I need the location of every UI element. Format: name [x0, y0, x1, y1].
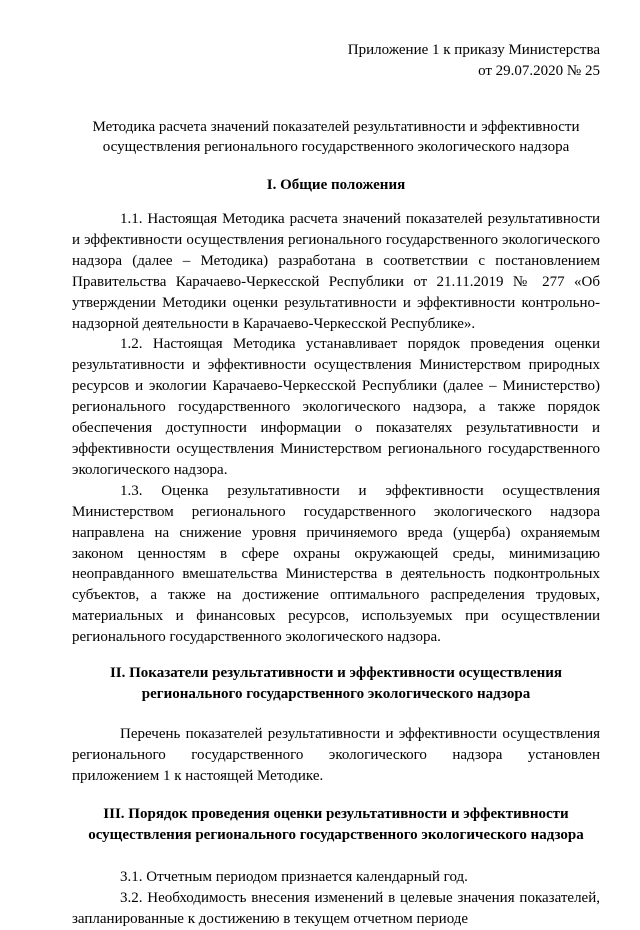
section-2-heading — [72, 663, 600, 705]
section-2-heading-line-2: регионального государственного экологического надзора — [141, 686, 531, 703]
document-title-line-1: Методика расчета значений показателей результативности и эффективности — [92, 119, 580, 135]
appendix-line-2: от 29.07.2020 № 25 — [478, 63, 600, 79]
section-3-heading — [72, 804, 600, 846]
paragraph-1-1: 1.1. Настоящая Методика расчета значений показателей результативности и эффективности осуществления регионального государственного экологического надзора (далее – Методика) разработана в соответствии с постановлением Правительства Карачаево-Черкесской Республики от 21.11.2019 № 277 «Об утверждении Методики оценки результативности и эффективности контрольно-надзорной деятельности в Карачаево-Черкесской Республике». — [72, 211, 600, 332]
document-title — [72, 117, 600, 157]
paragraph-1-2: 1.2. Настоящая Методика устанавливает порядок проведения оценки результативности и эффективности осуществления Министерством природных ресурсов и экологии Карачаево-Черкесской Республики (далее – Министерство) регионального государственного экологического надзора, а также порядок обеспечения доступности информации о показателях результативности и эффективности осуществления Министерством регионального государственного экологического надзора. — [72, 336, 600, 478]
appendix-line-1: Приложение 1 к приказу Министерства — [347, 42, 600, 58]
document-title-line-2: осуществления регионального государственного экологического надзора — [102, 139, 570, 155]
paragraph-2: Перечень показателей результативности и эффективности осуществления регионального государственного экологического надзора установлен приложением 1 к настоящей Методике. — [72, 726, 600, 784]
paragraph-3-1: 3.1. Отчетным периодом признается календарный год. — [120, 868, 468, 885]
section-2-heading-line-1: II. Показатели результативности и эффективности осуществления — [109, 665, 563, 682]
appendix-reference — [72, 40, 600, 82]
document-page — [72, 40, 600, 930]
section-1-heading: I. Общие положения — [266, 177, 406, 193]
paragraph-3-2: 3.2. Необходимость внесения изменений в целевые значения показателей, запланированные к достижению в текущем отчетном периоде — [72, 889, 600, 927]
paragraph-1-3: 1.3. Оценка результативности и эффективности осуществления Министерством регионального государственного экологического надзора направлена на снижение уровня причиняемого вреда (ущерба) охраняемым законом ценностям в сфере охраны окружающей среды, минимизацию неоправданного вмешательства Министерства в деятельность подконтрольных субъектов, а также на достижение оптимального распределения трудовых, материальных и финансовых ресурсов, используемых при осуществлении регионального государственного экологического надзора. — [72, 482, 600, 646]
section-3-heading-line-1: III. Порядок проведения оценки результативности и эффективности — [103, 805, 569, 822]
section-3-heading-line-2: осуществления регионального государственного экологического надзора — [88, 826, 584, 843]
